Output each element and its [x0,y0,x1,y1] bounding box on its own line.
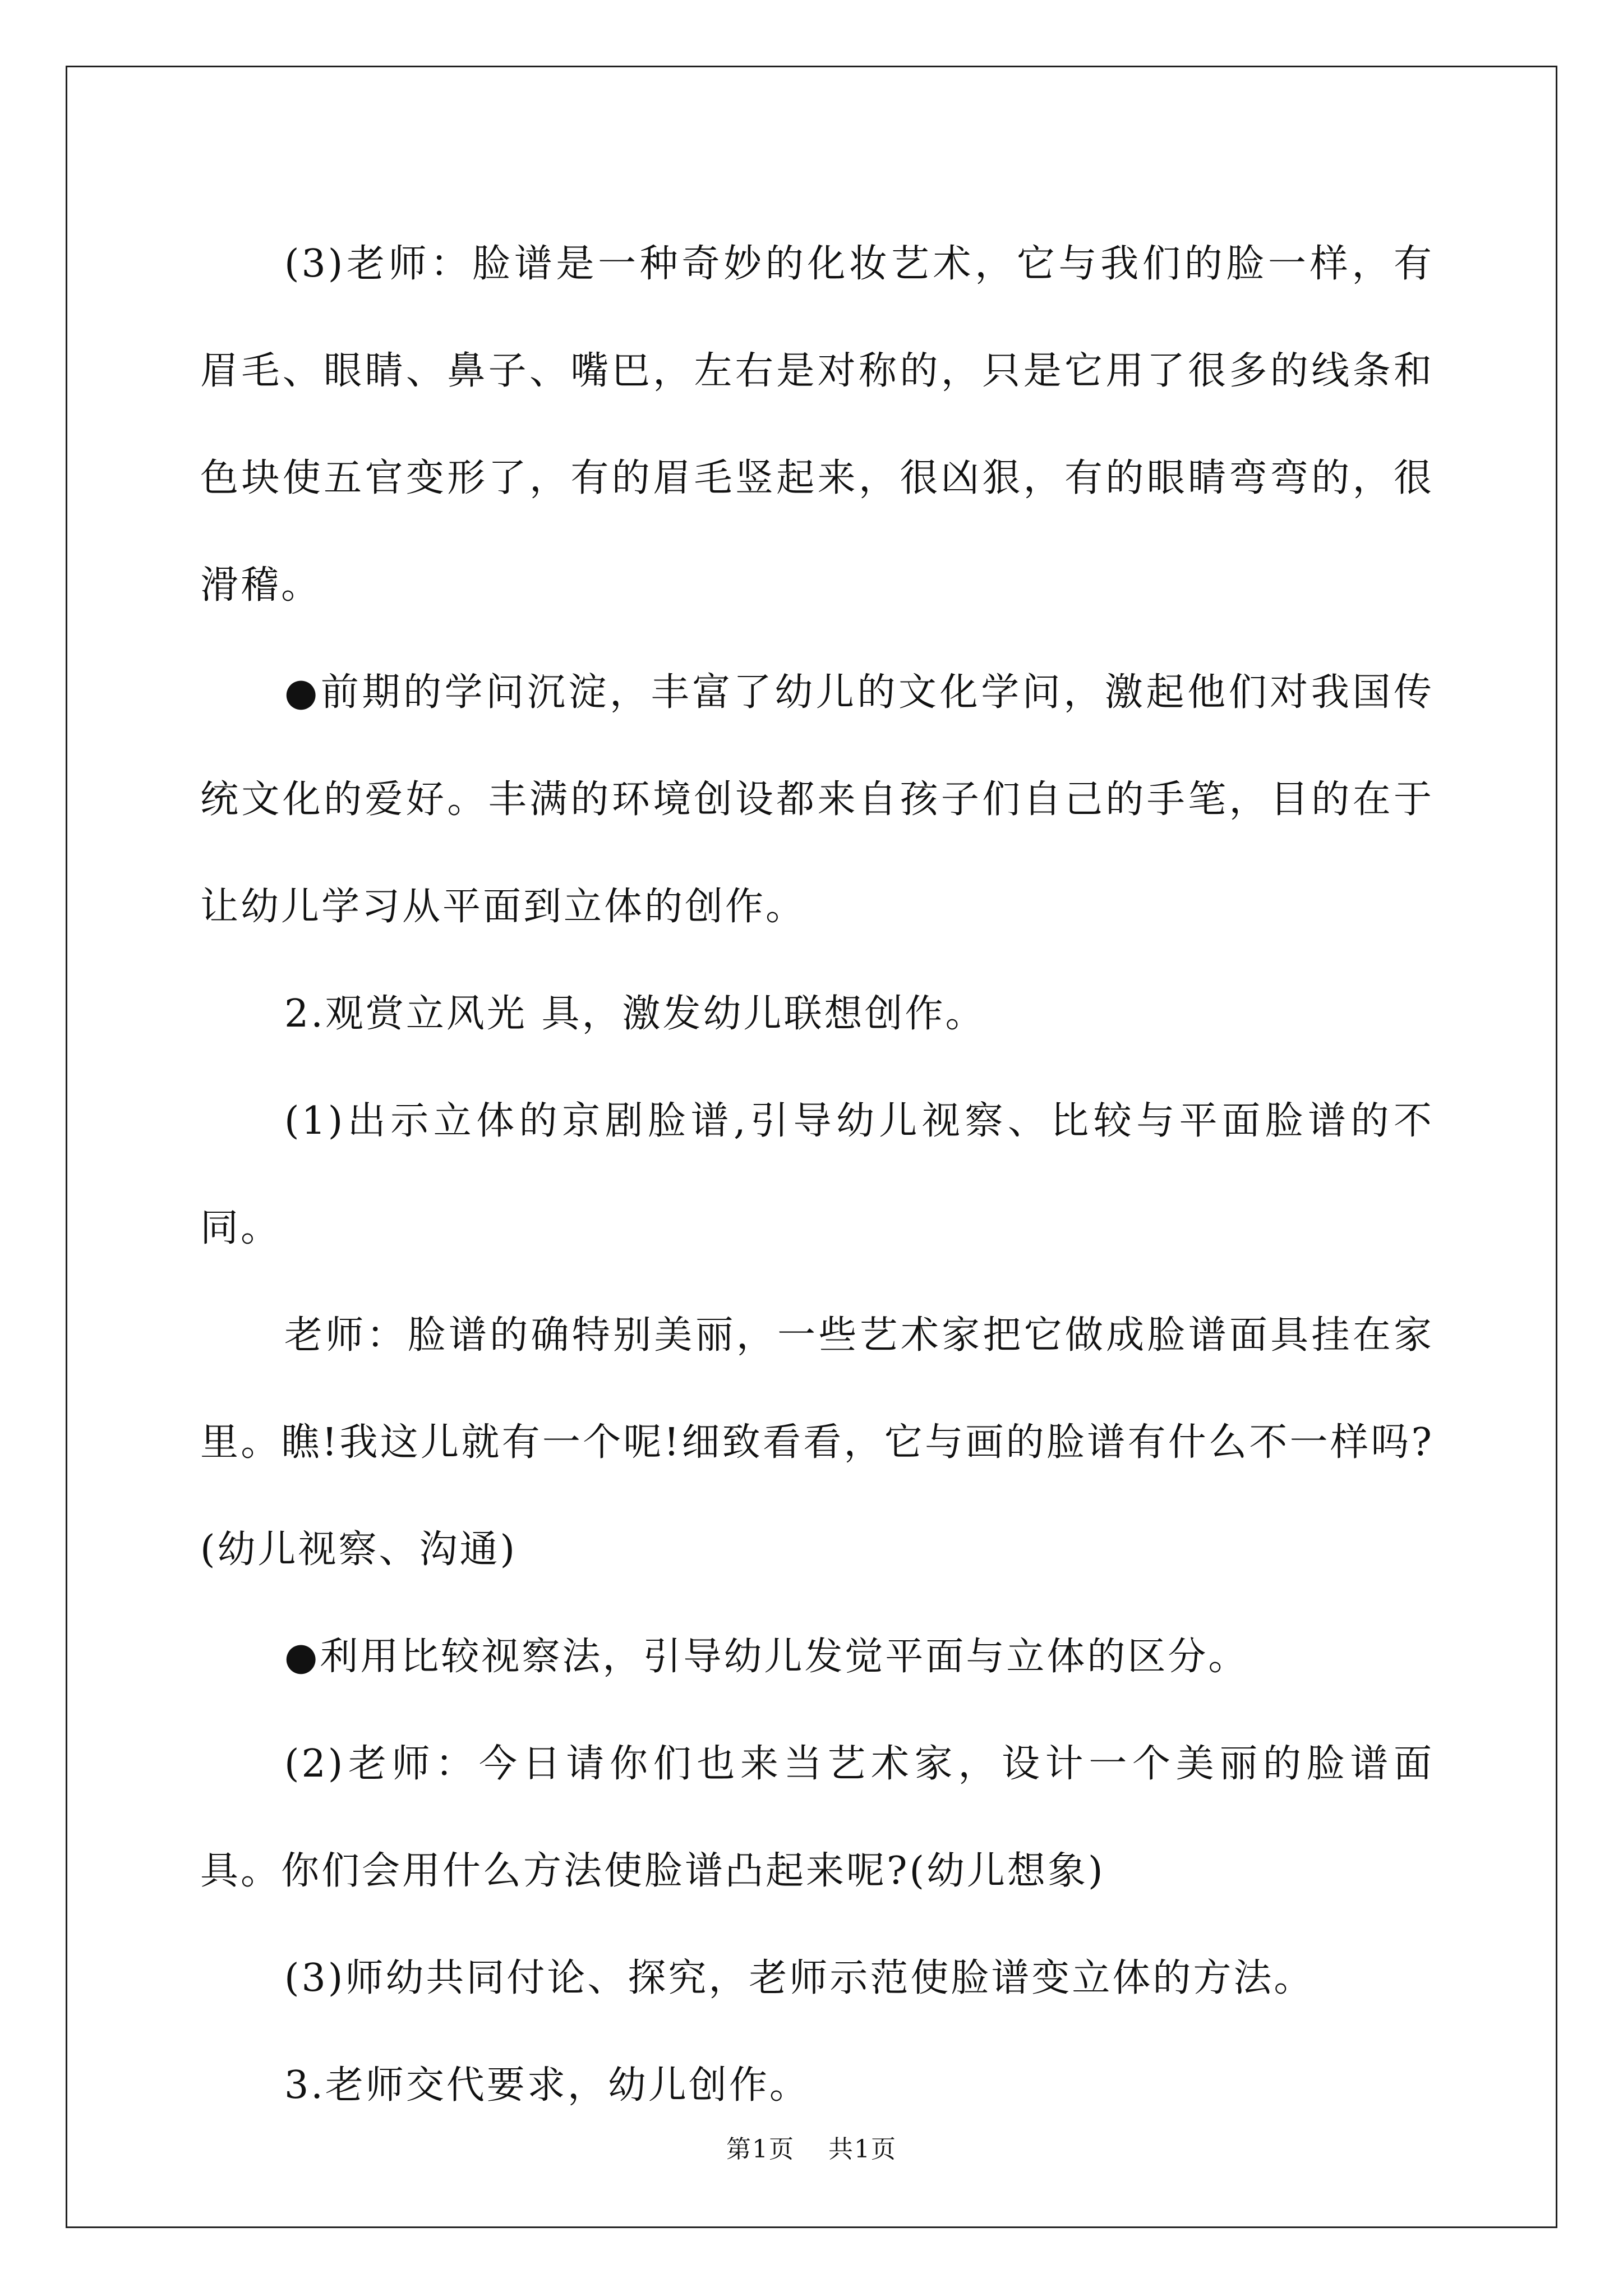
page-footer [0,2129,1623,2165]
paragraph-knowledge-note: ●前期的学问沉淀，丰富了幼儿的文化学问，激起他们对我国传统文化的爱好。丰满的环境创设都来自孩子们自己的手笔，目的在于让幼儿学习从平面到立体的创作。 [200,670,1434,929]
document-body [200,210,1434,2139]
page-number-total: 共1页 [828,2135,897,2164]
paragraph-step-2-heading: 2.观赏立风光 具，激发幼儿联想创作。 [284,992,986,1036]
page-number-current: 第1页 [726,2135,795,2164]
paragraph-teacher-mask-beautiful: 老师：脸谱的确特别美丽，一些艺术家把它做成脸谱面具挂在家里。瞧!我这儿就有一个呢!细致看看，它与画的脸谱有什么不一样吗?(幼儿视察、沟通) [200,1313,1434,1572]
paragraph-teacher-design-mask: (2)老师：今日请你们也来当艺术家，设计一个美丽的脸谱面具。你们会用什么方法使脸谱凸起来呢?(幼儿想象) [200,1742,1434,1893]
paragraph-compare-method-note: ●利用比较视察法，引导幼儿发觉平面与立体的区分。 [284,1635,1249,1679]
paragraph-step-3-heading: 3.老师交代要求，幼儿创作。 [284,2063,810,2108]
paragraph-show-3d-mask: (1)出示立体的京剧脸谱,引导幼儿视察、比较与平面脸谱的不同。 [200,1099,1434,1250]
paragraph-teacher-explains-mask: (3)老师：脸谱是一种奇妙的化妆艺术，它与我们的脸一样，有眉毛、眼睛、鼻子、嘴巴，左右是对称的，只是它用了很多的线条和色块使五官变形了，有的眉毛竖起来，很凶狠，有的眼睛弯弯的，很滑稽。 [200,242,1434,608]
paragraph-discuss-explore: (3)师幼共同付论、探究，老师示范使脸谱变立体的方法。 [284,1956,1315,2000]
